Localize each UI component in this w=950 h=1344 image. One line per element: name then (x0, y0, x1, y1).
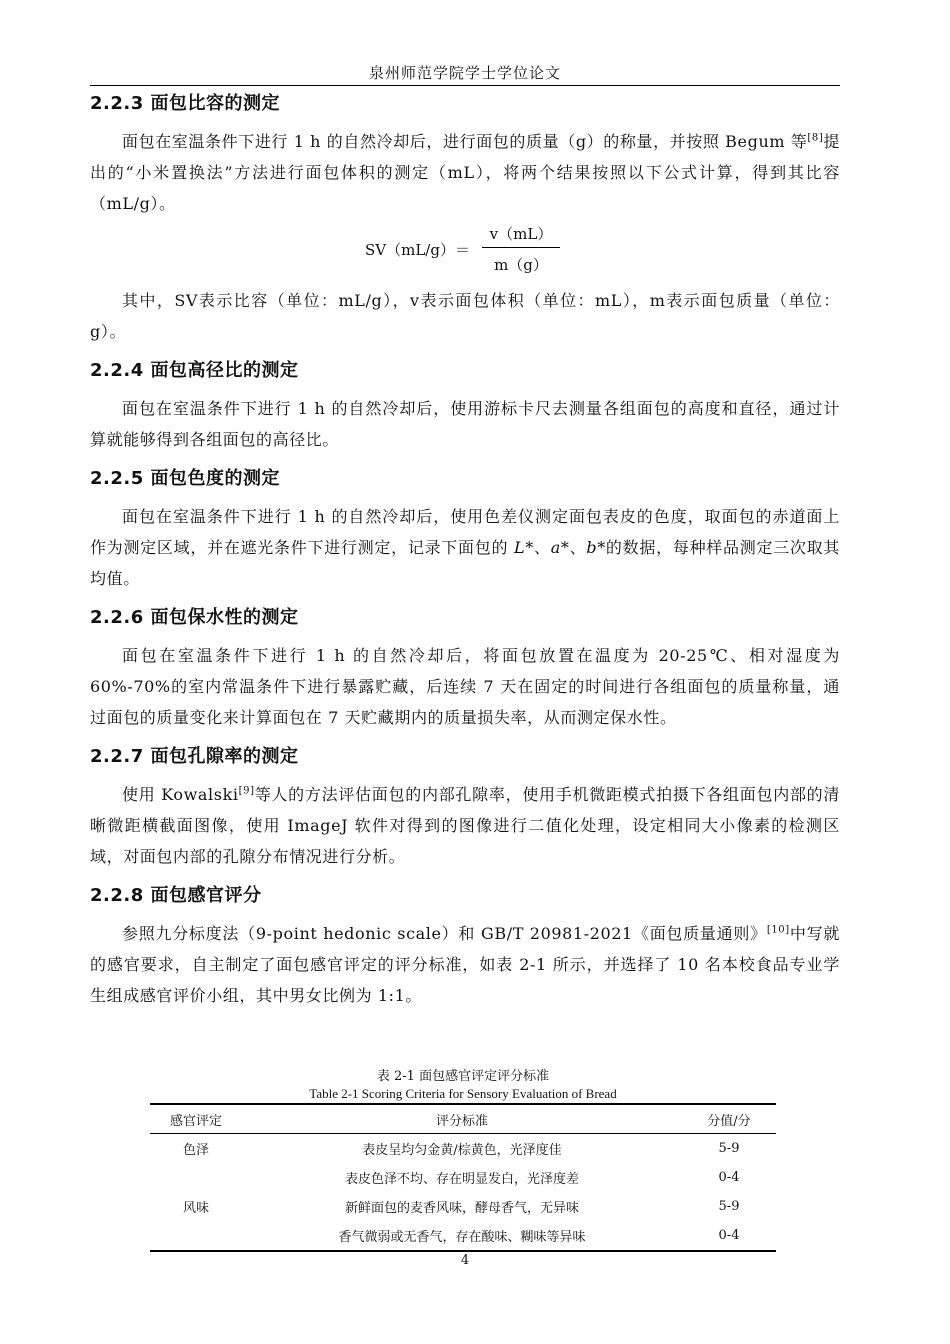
table-header-cell: 感官评定 (169, 1113, 222, 1129)
section-heading-2-2-6: 2.2.6 面包保水性的测定 (90, 607, 299, 628)
formula-numerator: v（mL） (482, 221, 560, 248)
formula-denominator: m（g） (494, 256, 548, 274)
paragraph-formula-legend: 其中，SV表示比容（单位：mL/g），v表示面包体积（单位：mL），m表示面包质量（单位：g）。 (90, 291, 840, 341)
paragraph-2-2-4: 面包在室温条件下进行 1 h 的自然冷却后，使用游标卡尺去测量各组面包的高度和直径，通过计算就能够得到各组面包的高径比。 (90, 399, 840, 449)
table-header-cell: 评分标准 (435, 1113, 488, 1129)
section-heading-2-2-3: 2.2.3 面包比容的测定 (90, 93, 281, 114)
table-cell: 0-4 (718, 1170, 740, 1185)
header-rule (90, 85, 840, 86)
table-cell: 0-4 (718, 1228, 740, 1243)
section-heading-2-2-4: 2.2.4 面包高径比的测定 (90, 360, 299, 381)
table-cell (150, 1163, 242, 1192)
table-cell: 香气微弱或无香气，存在酸味、糊味等异味 (338, 1230, 586, 1245)
table-row (150, 1134, 776, 1164)
paragraph-2-2-8: 参照九分标度法（9-point hedonic scale）和 GB/T 20981-2021《面包质量通则》[10]中写就的感官要求，自主制定了面包感官评定的评分标准，如表 2-1 所示，并选择了 10 名本校食品专业学生组成感官评价小组，其中男女比例为 1:1。 (90, 924, 840, 1005)
running-header: 泉州师范学院学士学位论文 (368, 64, 561, 82)
sensory-table-block (150, 1068, 776, 1252)
table-header-row (150, 1104, 776, 1134)
section-heading-2-2-7: 2.2.7 面包孔隙率的测定 (90, 746, 299, 767)
table-cell: 表皮色泽不均、存在明显发白，光泽度差 (344, 1172, 579, 1187)
table-cell: 新鲜面包的麦香风味，酵母香气，无异味 (344, 1201, 579, 1216)
table-cell: 风味 (182, 1201, 209, 1216)
formula-lhs: SV（mL/g）＝ (365, 241, 470, 259)
citation-ref: [10] (766, 924, 790, 936)
table-caption-en: Table 2-1 Scoring Criteria for Sensory Evaluation of Bread (309, 1086, 617, 1101)
page-number: 4 (460, 1253, 470, 1268)
citation-ref: [8] (807, 132, 824, 144)
citation-ref: [9] (238, 785, 255, 797)
paragraph-2-2-7: 使用 Kowalski[9]等人的方法评估面包的内部孔隙率，使用手机微距模式拍摄下各组面包内部的清晰微距横截面图像，使用 ImageJ 软件对得到的图像进行二值化处理，设定相同大小像素的检测区域，对面包内部的孔隙分布情况进行分析。 (90, 785, 840, 866)
table-cell (150, 1221, 242, 1251)
section-heading-2-2-8: 2.2.8 面包感官评分 (90, 885, 262, 906)
specific-volume-formula (90, 219, 840, 285)
table-row (150, 1192, 776, 1221)
table-row (150, 1163, 776, 1192)
section-heading-2-2-5: 2.2.5 面包色度的测定 (90, 468, 281, 489)
table-caption-cn: 表 2-1 面包感官评定评分标准 (376, 1069, 550, 1084)
paragraph-2-2-5: 面包在室温条件下进行 1 h 的自然冷却后，使用色差仪测定面包表皮的色度，取面包的赤道面上作为测定区域，并在遮光条件下进行测定，记录下面包的 L*、a*、b*的数据，每种样品测定三次取其均值。 (90, 507, 841, 588)
table-cell: 色泽 (182, 1143, 209, 1158)
paragraph-2-2-3: 面包在室温条件下进行 1 h 的自然冷却后，进行面包的质量（g）的称量，并按照 Begum 等[8]提出的“小米置换法”方法进行面包体积的测定（mL），将两个结果按照以下公式计算，得到其比容（mL/g）。 (90, 132, 840, 213)
paragraph-2-2-6: 面包在室温条件下进行 1 h 的自然冷却后，将面包放置在温度为 20-25℃、相对湿度为 60%-70%的室内常温条件下进行暴露贮藏，后连续 7 天在固定的时间进行各组面包的质量称量，通过面包的质量变化来计算面包在 7 天贮藏期内的质量损失率，从而测定保水性。 (90, 646, 840, 727)
table-cell: 5-9 (718, 1199, 740, 1214)
body-content (90, 92, 840, 1011)
sensory-scoring-table (150, 1103, 776, 1252)
table-header-cell: 分值/分 (707, 1113, 751, 1129)
table-cell: 5-9 (718, 1141, 740, 1156)
formula-fraction (482, 221, 560, 278)
table-cell: 表皮呈均匀金黄/棕黄色，光泽度佳 (362, 1143, 562, 1158)
table-row (150, 1221, 776, 1251)
